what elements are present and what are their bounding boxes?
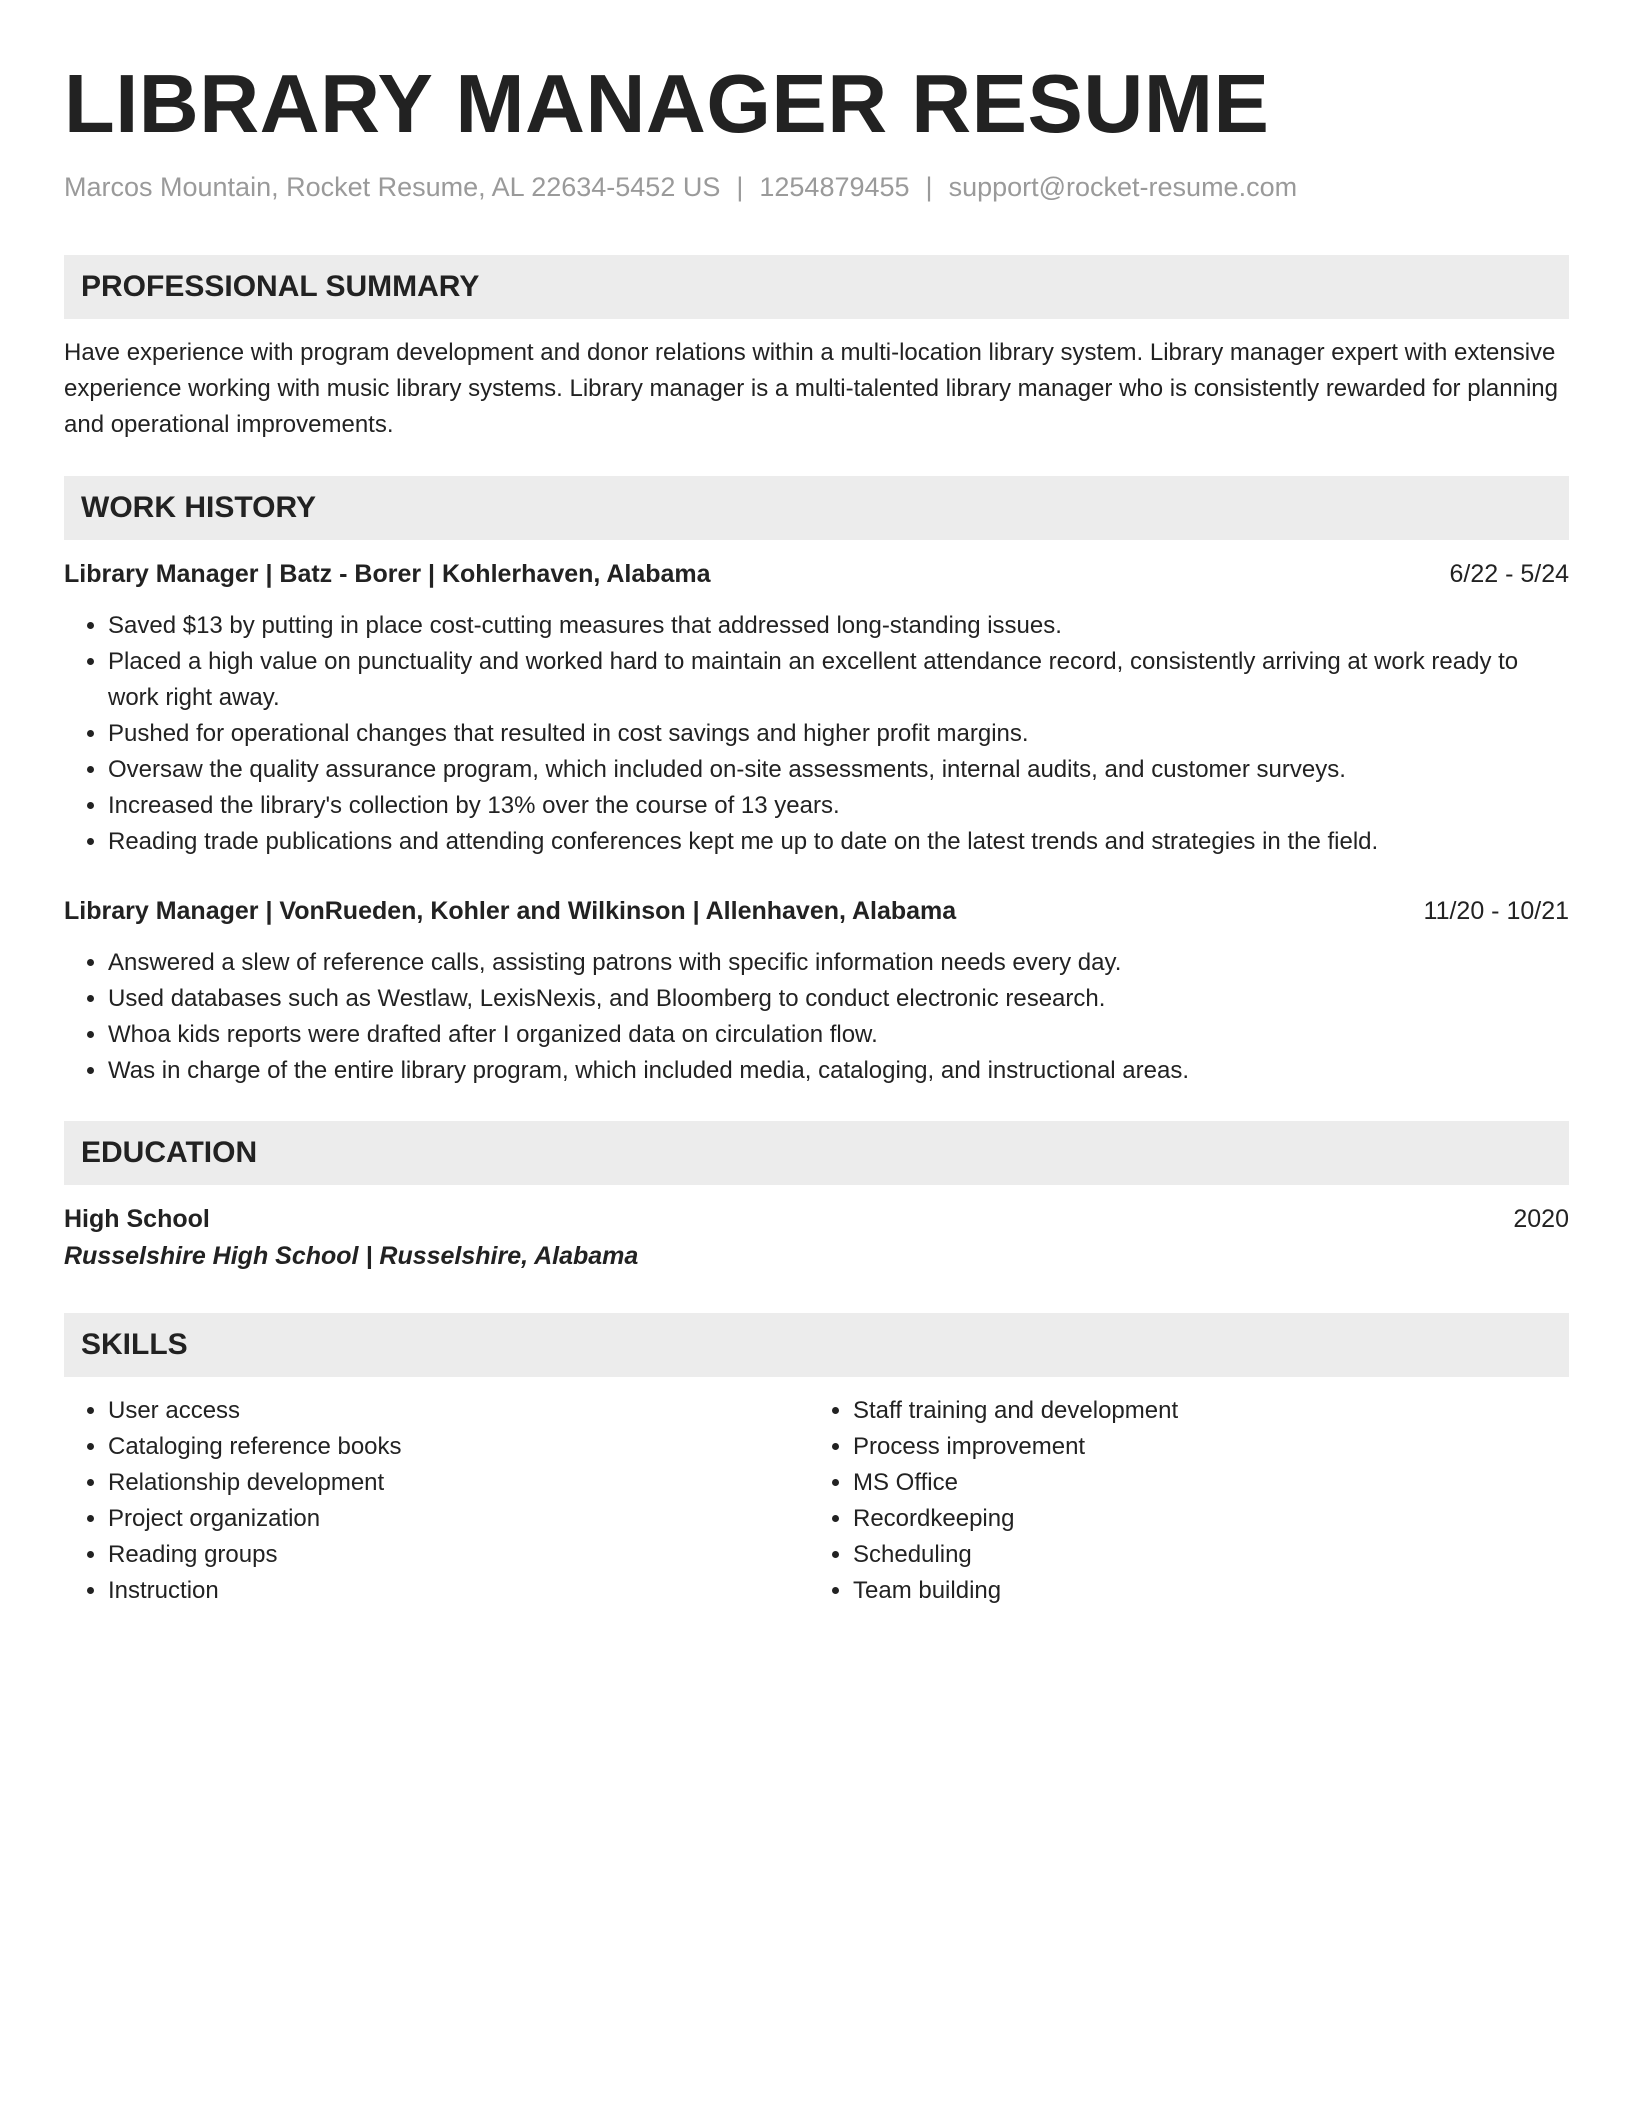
education-degree: High School: [64, 1205, 210, 1233]
resume-title: LIBRARY MANAGER RESUME: [64, 57, 1270, 150]
skills-column-left: [64, 1393, 764, 1609]
list-item: • Recordkeeping: [853, 1501, 1464, 1537]
summary-heading: PROFESSIONAL SUMMARY: [64, 255, 1569, 319]
job-header: [64, 893, 1569, 929]
list-item: • Scheduling: [853, 1537, 1464, 1573]
job-title: Library Manager | Batz - Borer | Kohlerhaven, Alabama: [64, 560, 711, 588]
education-school: Russelshire High School | Russelshire, Alabama: [64, 1242, 639, 1270]
list-item: • Reading trade publications and attending conferences kept me up to date on the latest trends and strategies in the field.: [108, 824, 1569, 860]
list-item: • Oversaw the quality assurance program, which included on-site assessments, internal audits, and customer surveys.: [108, 752, 1569, 788]
contact-address: Marcos Mountain, Rocket Resume, AL 22634-5452 US: [64, 172, 721, 202]
job-header: [64, 556, 1569, 592]
list-item: • Was in charge of the entire library program, which included media, cataloging, and instructional areas.: [108, 1053, 1569, 1089]
job-dates: 6/22 - 5/24: [1449, 560, 1569, 588]
list-item: • Process improvement: [853, 1429, 1464, 1465]
contact-line: [64, 170, 1569, 204]
contact-email: support@rocket-resume.com: [948, 172, 1298, 202]
skills-column-right: [764, 1393, 1464, 1609]
job-bullets: [64, 945, 1569, 1089]
contact-phone: 1254879455: [759, 172, 910, 202]
education-year: 2020: [1513, 1205, 1569, 1233]
list-item: • Used databases such as Westlaw, LexisNexis, and Bloomberg to conduct electronic research.: [108, 981, 1569, 1017]
list-item: • Increased the library's collection by 13% over the course of 13 years.: [108, 788, 1569, 824]
education-entry: [64, 1201, 1569, 1237]
work-history-heading: WORK HISTORY: [64, 476, 1569, 540]
list-item: • Reading groups: [108, 1537, 764, 1573]
list-item: • Answered a slew of reference calls, assisting patrons with specific information needs every day.: [108, 945, 1569, 981]
list-item: • Saved $13 by putting in place cost-cutting measures that addressed long-standing issues.: [108, 608, 1569, 644]
job-title: Library Manager | VonRueden, Kohler and Wilkinson | Allenhaven, Alabama: [64, 897, 957, 925]
resume-page: [64, 0, 1569, 1609]
list-item: • Relationship development: [108, 1465, 764, 1501]
list-item: • Placed a high value on punctuality and worked hard to maintain an excellent attendance record, consistently arriving at work ready to work right away.: [108, 644, 1569, 716]
list-item: • Cataloging reference books: [108, 1429, 764, 1465]
education-heading: EDUCATION: [64, 1121, 1569, 1185]
list-item: • Pushed for operational changes that resulted in cost savings and higher profit margins.: [108, 716, 1569, 752]
list-item: • Instruction: [108, 1573, 764, 1609]
list-item: • Project organization: [108, 1501, 764, 1537]
job-dates: 11/20 - 10/21: [1423, 897, 1569, 925]
skills-list: [64, 1393, 1569, 1609]
list-item: • Whoa kids reports were drafted after I organized data on circulation flow.: [108, 1017, 1569, 1053]
list-item: • Staff training and development: [853, 1393, 1464, 1429]
list-item: • Team building: [853, 1573, 1464, 1609]
contact-separator: |: [925, 172, 933, 202]
skills-heading: SKILLS: [64, 1313, 1569, 1377]
job-bullets: [64, 608, 1569, 860]
summary-text: Have experience with program development and donor relations within a multi-location library system. Library manager expert with extensive experience working with music library systems. Library manager is a multi-talented library manager who is consistently rewarded for planning and operational improvements.: [64, 339, 1558, 438]
contact-separator: |: [736, 172, 744, 202]
list-item: • MS Office: [853, 1465, 1464, 1501]
list-item: • User access: [108, 1393, 764, 1429]
